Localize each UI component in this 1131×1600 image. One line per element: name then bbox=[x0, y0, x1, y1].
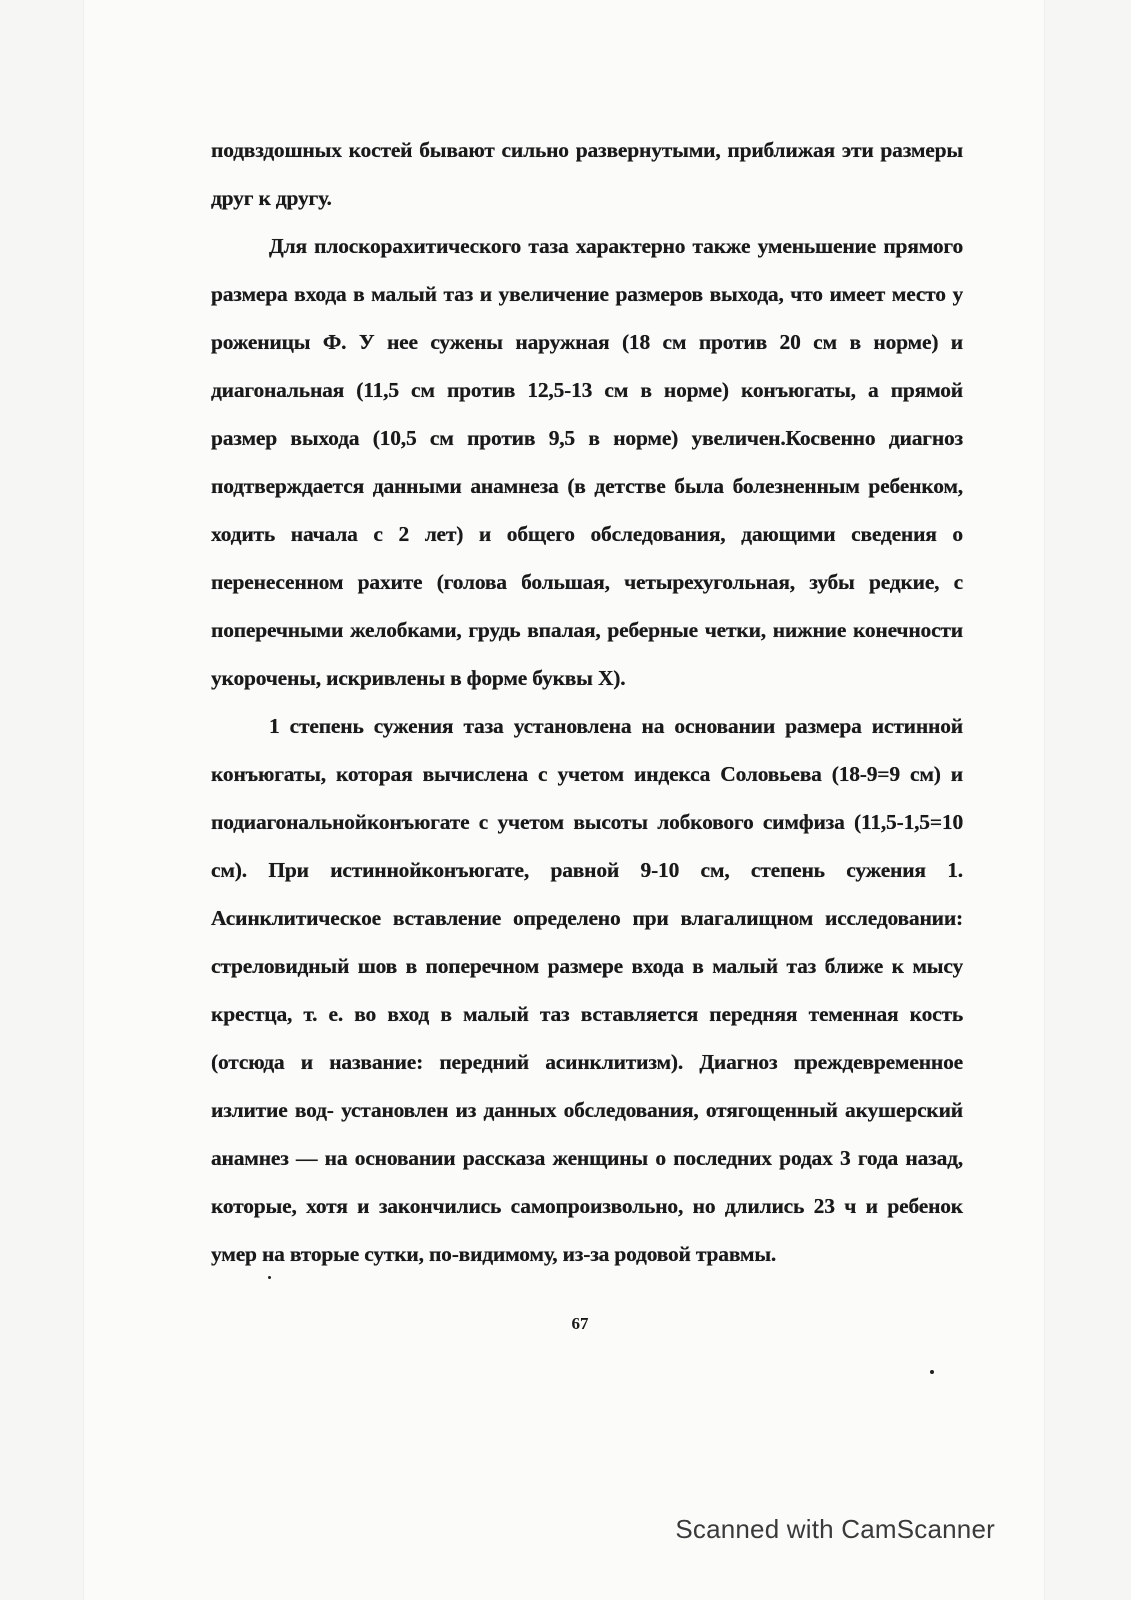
scan-speck bbox=[930, 1370, 934, 1374]
paragraph-3: 1 степень сужения таза установлена на основании размера истинной конъюгаты, которая вычислена с учетом индекса Соловьева (18-9=9 см) и подиагональнойконъюгате с учетом высоты лобкового симфиза (11,5-1,5=10 см). При истиннойконъюгате, равной 9-10 см, степень сужения 1. Асинклитическое вставление определено при влагалищном исследовании: стреловидный шов в поперечном размере входа в малый таз ближе к мысу крестца, т. е. во вход в малый таз вставляется передняя теменная кость (отсюда и название: передний асинклитизм). Диагноз преждевременное излитие вод- установлен из данных обследования, отягощенный акушерский анамнез — на основании рассказа женщины о последних родах 3 года назад, которые, хотя и закончились самопроизвольно, но длились 23 ч и ребенок умер на вторые сутки, по-видимому, из-за родовой травмы. bbox=[211, 714, 963, 1266]
camscanner-watermark: Scanned with CamScanner bbox=[675, 1514, 995, 1544]
paragraph-1: подвздошных костей бывают сильно развернутыми, приближая эти размеры друг к другу. bbox=[211, 138, 963, 210]
paragraph-2: Для плоскорахитического таза характерно также уменьшение прямого размера входа в малый таз и увеличение размеров выхода, что имеет место у роженицы Ф. У нее сужены наружная (18 см против 20 см в норме) и диагональная (11,5 см против 12,5-13 см в норме) конъюгаты, а прямой размер выхода (10,5 см против 9,5 в норме) увеличен.Косвенно диагноз подтверждается данными анамнеза (в детстве была болезненным ребенком, ходить начала с 2 лет) и общего обследования, дающими сведения о перенесенном рахите (голова большая, четырехугольная, зубы редкие, с поперечными желобками, грудь впалая, реберные четки, нижние конечности укорочены, искривлены в форме буквы X). bbox=[211, 234, 963, 690]
scan-speck bbox=[268, 1276, 271, 1279]
page-number: 67 bbox=[571, 1314, 589, 1333]
body-text bbox=[211, 126, 963, 1278]
